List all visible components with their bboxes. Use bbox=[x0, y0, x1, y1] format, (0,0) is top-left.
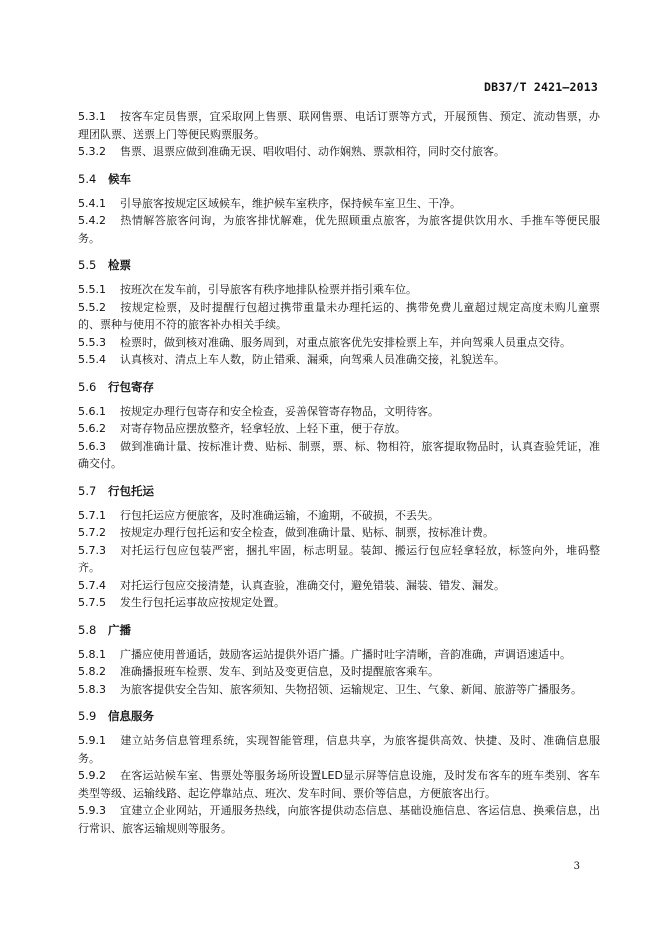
clause-text: 引导旅客按规定区域候车，维护候车室秩序，保持候车室卫生、干净。 bbox=[120, 196, 461, 210]
clause-paragraph bbox=[78, 663, 600, 681]
section-number: 5.7 bbox=[78, 483, 97, 498]
document-body bbox=[78, 108, 600, 845]
clause-paragraph bbox=[78, 594, 600, 612]
section-title: 广播 bbox=[108, 622, 131, 637]
document-code-header: DB37/T 2421—2013 bbox=[484, 80, 598, 94]
clause-paragraph bbox=[78, 577, 600, 595]
clause-text: 准确播报班车检票、发车、到站及变更信息，及时提醒旅客乘车。 bbox=[120, 665, 439, 678]
clause-text: 对托运行包应包装严密，捆扎牢固，标志明显。装卸、搬运行包应轻拿轻放，标签向外，堆码整齐。 bbox=[78, 543, 600, 574]
section-number: 5.4 bbox=[78, 171, 97, 186]
clause-number: 5.4.1 bbox=[78, 196, 106, 210]
section-heading bbox=[78, 377, 600, 397]
clause-text: 广播应使用普通话，鼓励客运站提供外语广播。广播时吐字清晰，音韵准确，声调语速适中。 bbox=[120, 647, 571, 661]
section-title: 检票 bbox=[108, 258, 131, 272]
section-heading bbox=[78, 706, 600, 726]
clause-paragraph bbox=[78, 681, 600, 699]
clause-text: 热情解答旅客问询，为旅客排忧解难，优先照顾重点旅客，为旅客提供饮用水、手推车等便民服务。 bbox=[78, 214, 600, 245]
clause-text: 做到准确计量、按标准计费、贴标、制票，票、标、物相符，旅客提取物品时，认真查验凭证，准确交付。 bbox=[78, 439, 600, 470]
clause-number: 5.3.1 bbox=[78, 110, 106, 123]
section-heading bbox=[78, 481, 600, 501]
section-number: 5.8 bbox=[78, 622, 97, 637]
clause-paragraph bbox=[78, 438, 600, 473]
clause-paragraph bbox=[78, 524, 600, 542]
clause-number: 5.3.2 bbox=[78, 145, 106, 158]
clause-paragraph bbox=[78, 802, 600, 837]
clause-paragraph bbox=[78, 281, 600, 299]
clause-paragraph bbox=[78, 351, 600, 369]
clause-text: 按客车定员售票，宜采取网上售票、联网售票、电话订票等方式，开展预售、预定、流动售票，办理团队票、送票上门等便民购票服务。 bbox=[78, 110, 600, 141]
clause-paragraph bbox=[78, 420, 600, 438]
section bbox=[78, 706, 600, 837]
clause-number: 5.6.1 bbox=[78, 404, 106, 418]
clause-paragraph bbox=[78, 334, 600, 352]
clause-number: 5.7.2 bbox=[78, 526, 106, 539]
clause-number: 5.6.3 bbox=[78, 439, 106, 453]
clause-number: 5.7.5 bbox=[78, 596, 106, 609]
clause-number: 5.8.2 bbox=[78, 665, 106, 678]
section-title: 行包寄存 bbox=[108, 379, 154, 394]
clause-text: 行包托运应方便旅客，及时准确运输，不逾期，不破损，不丢失。 bbox=[120, 508, 439, 522]
clause-text: 为旅客提供安全告知、旅客须知、失物招领、运输规定、卫生、气象、新闻、旅游等广播服务。 bbox=[120, 682, 582, 696]
clause-number: 5.9.2 bbox=[78, 769, 106, 782]
clause-paragraph bbox=[78, 542, 600, 577]
clause-text: 按规定办理行包托运和安全检查，做到准确计量、贴标、制票，按标准计费。 bbox=[120, 526, 494, 539]
section bbox=[78, 481, 600, 612]
clause-number: 5.5.3 bbox=[78, 335, 106, 349]
clause-number: 5.8.3 bbox=[78, 682, 106, 696]
section bbox=[78, 255, 600, 369]
clause-number: 5.5.4 bbox=[78, 353, 106, 366]
clause-text: 按班次在发车前，引导旅客有秩序地排队检票并指引乘车位。 bbox=[120, 283, 417, 296]
clause-number: 5.7.3 bbox=[78, 543, 106, 557]
clause-text: 检票时，做到核对准确、服务周到，对重点旅客优先安排检票上车，并向驾乘人员重点交待。 bbox=[120, 335, 571, 349]
clause-paragraph bbox=[78, 299, 600, 334]
clause-number: 5.9.3 bbox=[78, 804, 106, 817]
clause-number: 5.5.1 bbox=[78, 283, 106, 296]
clause-number: 5.6.2 bbox=[78, 422, 106, 435]
clause-number: 5.7.1 bbox=[78, 508, 106, 522]
clause-paragraph bbox=[78, 507, 600, 525]
clause-text: 售票、退票应做到准确无误、唱收唱付、动作娴熟、票款相符，同时交付旅客。 bbox=[120, 145, 505, 158]
clause-paragraph bbox=[78, 143, 600, 161]
section-number: 5.9 bbox=[78, 709, 97, 723]
clause-text: 按规定办理行包寄存和安全检查，妥善保管寄存物品，文明待客。 bbox=[120, 404, 439, 418]
section bbox=[78, 169, 600, 248]
section bbox=[78, 108, 600, 161]
section-heading bbox=[78, 169, 600, 189]
clause-paragraph bbox=[78, 403, 600, 421]
section bbox=[78, 377, 600, 473]
clause-paragraph bbox=[78, 767, 600, 802]
clause-number: 5.4.2 bbox=[78, 214, 106, 227]
clause-text: 按规定检票，及时提醒行包超过携带重量未办理托运的、携带免费儿童超过规定高度未购儿童票的、票种与使用不符的旅客补办相关手续。 bbox=[78, 300, 600, 331]
page-number: 3 bbox=[573, 861, 580, 872]
section-heading bbox=[78, 620, 600, 640]
clause-text: 认真核对、清点上车人数，防止错乘、漏乘，向驾乘人员准确交接，礼貌送车。 bbox=[120, 353, 505, 366]
clause-number: 5.7.4 bbox=[78, 578, 106, 592]
clause-text: 对寄存物品应摆放整齐，轻拿轻放、上轻下重，便于存放。 bbox=[120, 422, 406, 435]
clause-text: 在客运站候车室、售票处等服务场所设置LED显示屏等信息设施，及时发布客车的班车类别、客车类型等级、运输线路、起讫停靠站点、班次、发车时间、票价等信息，方便旅客出行。 bbox=[78, 769, 600, 800]
clause-text: 发生行包托运事故应按规定处置。 bbox=[120, 596, 285, 609]
clause-text: 宜建立企业网站，开通服务热线，向旅客提供动态信息、基础设施信息、客运信息、换乘信息，出行常识、旅客运输规则等服务。 bbox=[78, 804, 600, 835]
clause-number: 5.8.1 bbox=[78, 647, 106, 661]
clause-paragraph bbox=[78, 212, 600, 247]
clause-number: 5.5.2 bbox=[78, 300, 106, 314]
clause-number: 5.9.1 bbox=[78, 734, 106, 747]
section-heading bbox=[78, 255, 600, 275]
section-title: 信息服务 bbox=[108, 709, 154, 723]
section bbox=[78, 620, 600, 699]
clause-paragraph bbox=[78, 646, 600, 664]
clause-text: 对托运行包应交接清楚，认真查验，准确交付，避免错装、漏装、错发、漏发。 bbox=[120, 578, 505, 592]
section-number: 5.6 bbox=[78, 379, 97, 394]
clause-text: 建立站务信息管理系统，实现智能管理，信息共享，为旅客提供高效、快捷、及时、准确信息服务。 bbox=[78, 734, 600, 765]
section-number: 5.5 bbox=[78, 258, 97, 272]
clause-paragraph bbox=[78, 195, 600, 213]
clause-paragraph bbox=[78, 108, 600, 143]
section-title: 行包托运 bbox=[108, 483, 154, 498]
clause-paragraph bbox=[78, 732, 600, 767]
section-title: 候车 bbox=[108, 171, 131, 186]
